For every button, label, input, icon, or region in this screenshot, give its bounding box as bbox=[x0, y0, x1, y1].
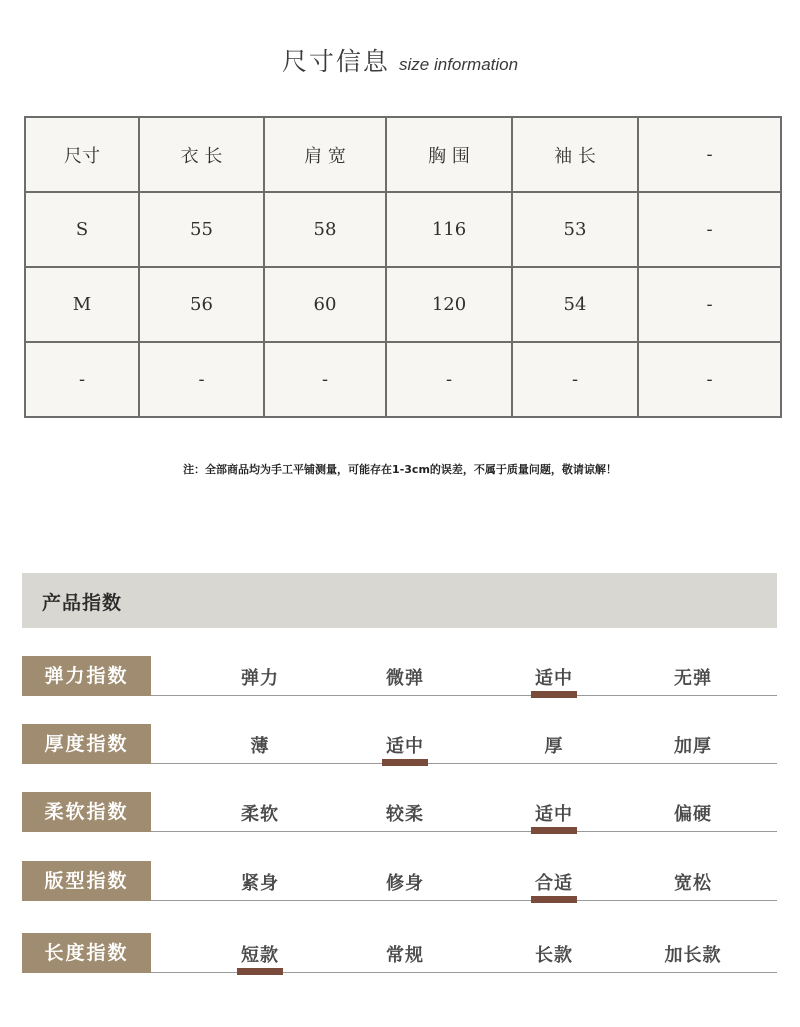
header-cell: 袖 长 bbox=[512, 117, 638, 192]
table-cell: 53 bbox=[512, 192, 638, 267]
table-cell: 55 bbox=[139, 192, 264, 267]
index-row-softness bbox=[22, 792, 777, 832]
index-option-selected: 短款 bbox=[215, 941, 305, 967]
size-table-header-row bbox=[25, 117, 781, 192]
table-cell: M bbox=[25, 267, 139, 342]
table-cell: - bbox=[638, 267, 781, 342]
size-table bbox=[24, 116, 782, 418]
index-label: 柔软指数 bbox=[22, 792, 151, 832]
table-cell: 58 bbox=[264, 192, 386, 267]
measurement-note: 注：全部商品均为手工平铺测量，可能存在1-3cm的误差，不属于质量问题，敬请谅解！ bbox=[183, 463, 617, 476]
size-info-title-cn: 尺寸信息 bbox=[281, 47, 390, 76]
size-info-title bbox=[0, 42, 800, 78]
table-cell: - bbox=[139, 342, 264, 417]
header-cell: 肩 宽 bbox=[264, 117, 386, 192]
index-option: 紧身 bbox=[241, 873, 279, 894]
index-row-length bbox=[22, 933, 777, 973]
index-option: 常规 bbox=[386, 945, 424, 966]
index-option: 偏硬 bbox=[674, 804, 712, 825]
index-option-selected: 适中 bbox=[509, 800, 599, 826]
index-option: 无弹 bbox=[674, 668, 712, 689]
table-cell: 54 bbox=[512, 267, 638, 342]
table-cell: - bbox=[512, 342, 638, 417]
table-cell: S bbox=[25, 192, 139, 267]
table-cell: - bbox=[638, 342, 781, 417]
table-row bbox=[25, 192, 781, 267]
index-option: 柔软 bbox=[241, 804, 279, 825]
table-cell: - bbox=[386, 342, 512, 417]
index-option: 厚 bbox=[544, 736, 564, 757]
size-info-title-en: size information bbox=[399, 55, 519, 74]
table-cell: - bbox=[638, 192, 781, 267]
index-option: 修身 bbox=[386, 873, 424, 894]
header-cell: 衣 长 bbox=[139, 117, 264, 192]
index-baseline bbox=[151, 831, 777, 832]
index-option: 加厚 bbox=[674, 736, 712, 757]
table-row bbox=[25, 267, 781, 342]
index-label: 弹力指数 bbox=[22, 656, 151, 696]
table-row bbox=[25, 342, 781, 417]
table-cell: - bbox=[25, 342, 139, 417]
section-title: 产品指数 bbox=[42, 592, 123, 614]
table-cell: 116 bbox=[386, 192, 512, 267]
index-option: 宽松 bbox=[674, 873, 712, 894]
index-option-selected: 合适 bbox=[509, 869, 599, 895]
index-row-fit bbox=[22, 861, 777, 901]
header-cell: 胸 围 bbox=[386, 117, 512, 192]
index-row-elasticity bbox=[22, 656, 777, 696]
index-option-selected: 适中 bbox=[360, 732, 450, 758]
index-option: 较柔 bbox=[386, 804, 424, 825]
index-label: 版型指数 bbox=[22, 861, 151, 901]
product-index-section-header bbox=[22, 573, 777, 628]
table-cell: 56 bbox=[139, 267, 264, 342]
table-cell: 120 bbox=[386, 267, 512, 342]
table-cell: - bbox=[264, 342, 386, 417]
table-cell: 60 bbox=[264, 267, 386, 342]
header-cell: - bbox=[638, 117, 781, 192]
index-label: 长度指数 bbox=[22, 933, 151, 973]
index-baseline bbox=[151, 763, 777, 764]
index-row-thickness bbox=[22, 724, 777, 764]
index-baseline bbox=[151, 695, 777, 696]
index-option: 长款 bbox=[535, 945, 573, 966]
index-baseline bbox=[151, 900, 777, 901]
index-label: 厚度指数 bbox=[22, 724, 151, 764]
index-option-selected: 适中 bbox=[509, 664, 599, 690]
header-cell: 尺寸 bbox=[25, 117, 139, 192]
index-option: 薄 bbox=[250, 736, 270, 757]
index-option: 微弹 bbox=[386, 668, 424, 689]
index-option: 加长款 bbox=[664, 945, 722, 966]
index-option: 弹力 bbox=[241, 668, 279, 689]
